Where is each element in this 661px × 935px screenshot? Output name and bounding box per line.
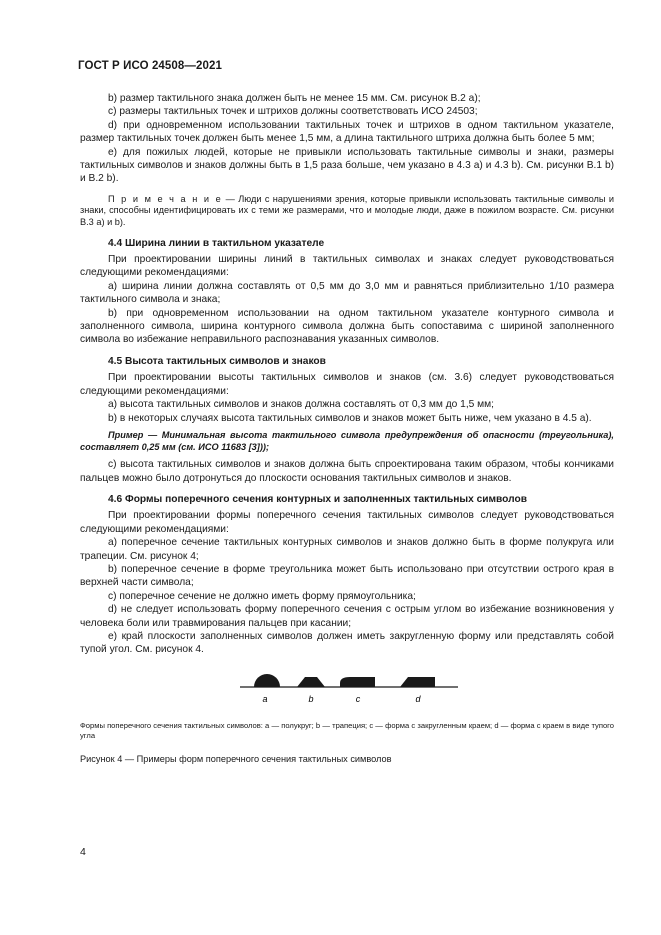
note-label: П р и м е ч а н и е <box>108 193 223 204</box>
paragraph: При проектировании формы поперечного сечения тактильных символов следует руководствоваться следующими рекомендациями: <box>80 510 614 535</box>
note-text: — Люди с нарушениями зрения, которые привыкли использовать тактильные символы и знаки, способны идентифицировать их с теми же размерами, что и молодые люди, даже в пожилом возрасте. См. рисунки B.3 a) и b). <box>80 193 614 228</box>
shape-trapezoid <box>297 677 325 687</box>
page-content <box>80 92 614 766</box>
label-a: a <box>262 693 268 704</box>
list-item: e) для пожилых людей, которые не привыкли использовать тактильные символы и знаки, размеры тактильных символов и знаков должны быть в 1,5 раза больше, чем указано в 4.3 a) и 4.3 b). См. рисунки B.1 b) и B.2 b). <box>80 146 614 185</box>
list-item: b) размер тактильного знака должен быть не менее 15 мм. См. рисунок B.2 a); <box>108 93 481 104</box>
figure-legend: Формы поперечного сечения тактильных символов: a — полукруг; b — трапеция; c — форма с закругленным краем; d — форма с краем в виде тупого угла <box>80 720 614 740</box>
paragraph: При проектировании ширины линий в тактильных символах и знаках следует руководствоваться следующими рекомендациями: <box>80 254 614 279</box>
list-item: b) поперечное сечение в форме треугольника может быть использовано при отсутствии острого края в верхней части символа; <box>80 563 614 589</box>
list-item: c) поперечное сечение не должно иметь форму прямоугольника; <box>108 590 416 602</box>
label-b: b <box>308 693 314 704</box>
shape-obtuse-edge <box>400 677 435 687</box>
list-item: a) поперечное сечение тактильных контурных символов и знаков должно быть в форме полукруга или трапеции. См. рисунок 4; <box>80 537 614 562</box>
list-item: e) край плоскости заполненных символов должен иметь закругленную форму или представлять собой тупой угол. См. рисунок 4. <box>80 630 614 656</box>
list-item: c) высота тактильных символов и знаков должна быть спроектирована таким образом, чтобы кончиками пальцев можно было дотронуться до плоскости основания тактильных символов и знаков. <box>80 459 614 484</box>
shape-rounded-edge <box>340 677 375 687</box>
list-item: a) высота тактильных символов и знаков должна составлять от 0,3 мм до 1,5 мм; <box>108 399 494 411</box>
list-item: d) при одновременном использовании тактильных точек и штрихов в одном тактильном указателе, размер тактильных точек должен быть менее 1,5 мм, а длина тактильного штриха должна быть более 5 мм; <box>80 119 614 145</box>
section-heading-4-6: 4.6 Формы поперечного сечения контурных и заполненных тактильных символов <box>108 493 527 505</box>
list-item: d) не следует использовать форму поперечного сечения с острым углом во избежание возникновения у человека боли или травмирования пальцев при касании; <box>80 604 614 629</box>
section-heading-4-4: 4.4 Ширина линии в тактильном указателе <box>108 237 325 249</box>
example-text: — Минимальная высота тактильного символа предупреждения об опасности (треугольника), составляет 0,25 мм (см. ИСО 11683 [3])); <box>80 429 614 452</box>
cross-section-diagram <box>240 667 460 707</box>
example-label: Пример <box>108 429 144 440</box>
label-d: d <box>415 693 421 704</box>
figure-caption: Рисунок 4 — Примеры форм поперечного сечения тактильных символов <box>80 753 392 764</box>
example <box>80 430 614 453</box>
paragraph: При проектировании высоты тактильных символов и знаков (см. 3.6) следует руководствоваться следующими рекомендациями: <box>80 372 614 397</box>
document-code: ГОСТ Р ИСО 24508—2021 <box>78 60 223 72</box>
label-c: c <box>355 693 361 704</box>
list-item: b) в некоторых случаях высота тактильных символов и знаков может быть ниже, чем указано в 4.5 a). <box>108 412 592 424</box>
figure-4 <box>80 667 614 707</box>
list-item: a) ширина линии должна составлять от 0,5 мм до 3,0 мм и равняться приблизительно 1/10 размера тактильного символа и знака; <box>80 280 614 306</box>
list-item: b) при одновременном использовании на одном тактильном указателе контурного символа и заполненного символа, ширина контурного символа должна быть сопоставима с шириной заполненного символа во избежание неправильного распознавания указанных символов. <box>80 307 614 346</box>
list-item: c) размеры тактильных точек и штрихов должны соответствовать ИСО 24503; <box>108 106 478 118</box>
shape-semicircle <box>254 674 280 687</box>
section-heading-4-5: 4.5 Высота тактильных символов и знаков <box>108 355 326 367</box>
note <box>80 194 614 229</box>
page-number: 4 <box>80 846 86 858</box>
